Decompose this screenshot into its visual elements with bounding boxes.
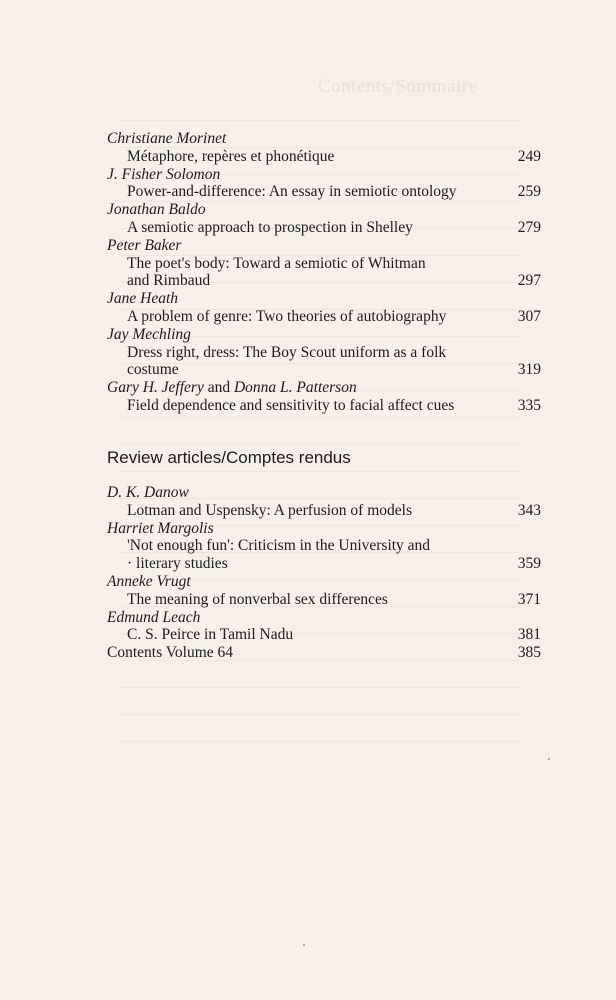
article-title: Dress right, dress: The Boy Scout uniform as a folk — [127, 343, 447, 361]
article-entry — [107, 502, 543, 520]
article-entry — [107, 255, 543, 291]
speck — [548, 758, 550, 760]
speck — [303, 944, 305, 946]
page-number: 335 — [517, 396, 541, 414]
article-entry — [107, 537, 543, 573]
article-title: Power-and-difference: An essay in semiotic ontology — [127, 183, 457, 201]
author: Anneke Vrugt — [107, 572, 191, 590]
article-title-continued: · literary studies — [127, 555, 228, 573]
author: D. K. Danow — [107, 484, 189, 501]
article-entry — [107, 626, 543, 644]
articles-list — [107, 130, 543, 415]
article-title: 'Not enough fun': Criticism in the University and — [127, 537, 431, 555]
toc-item — [107, 290, 543, 326]
article-title: C. S. Peirce in Tamil Nadu — [127, 626, 294, 644]
article-entry — [107, 397, 543, 415]
page-number: 249 — [517, 147, 541, 165]
article-entry — [107, 344, 543, 380]
author: Christiane Morinet — [107, 130, 227, 147]
article-title: The poet's body: Toward a semiotic of Whitman — [127, 254, 426, 272]
article-entry — [107, 591, 543, 609]
toc-item — [107, 130, 543, 166]
contents-volume-entry — [107, 644, 543, 662]
author: Gary H. Jeffery — [107, 379, 204, 397]
author-pair — [107, 379, 543, 397]
author: Edmund Leach — [107, 608, 201, 626]
article-entry — [107, 148, 543, 166]
article-title-continued: costume — [127, 361, 179, 379]
article-title: A problem of genre: Two theories of autobiography — [127, 307, 447, 325]
page-number: 385 — [517, 644, 541, 662]
article-title: A semiotic approach to prospection in Shelley — [127, 218, 413, 236]
page-number: 279 — [517, 218, 541, 236]
page-number: 307 — [517, 307, 541, 325]
author: Donna L. Patterson — [233, 379, 357, 397]
toc-item — [107, 379, 543, 415]
toc-item — [107, 484, 543, 520]
page-number: 259 — [517, 183, 541, 201]
toc-item — [107, 166, 543, 202]
article-title: Lotman and Uspensky: A perfusion of models — [127, 501, 412, 519]
toc-item — [107, 609, 543, 645]
page-number: 297 — [517, 272, 541, 290]
article-entry — [107, 308, 543, 326]
page-number: 381 — [517, 626, 541, 644]
toc-item — [107, 573, 543, 609]
page-number: 371 — [517, 590, 541, 608]
article-title: Field dependence and sensitivity to facial affect cues — [127, 396, 455, 414]
toc-item — [107, 520, 543, 573]
article-entry — [107, 219, 543, 237]
article-title: Métaphore, repères et phonétique — [127, 147, 335, 165]
contents-volume-label: Contents Volume 64 — [107, 644, 234, 662]
section-heading: Review articles/Comptes rendus — [107, 448, 351, 467]
author: Peter Baker — [107, 236, 182, 254]
toc-item — [107, 201, 543, 237]
author: Jane Heath — [107, 290, 179, 308]
author: J. Fisher Solomon — [107, 165, 221, 183]
author: Jay Mechling — [107, 325, 191, 343]
article-title-continued: and Rimbaud — [127, 272, 211, 290]
author: Jonathan Baldo — [107, 201, 206, 219]
author: Harriet Margolis — [107, 519, 214, 537]
show-through-title: Contents/Sommaire — [318, 76, 478, 97]
toc-item — [107, 326, 543, 379]
article-entry — [107, 183, 543, 201]
page-number: 359 — [517, 555, 541, 573]
reviews-list — [107, 484, 543, 662]
page-number: 343 — [517, 501, 541, 519]
toc-item — [107, 237, 543, 290]
article-title: The meaning of nonverbal sex differences — [127, 590, 388, 608]
author-join: and — [207, 379, 231, 397]
page-number: 319 — [517, 361, 541, 379]
